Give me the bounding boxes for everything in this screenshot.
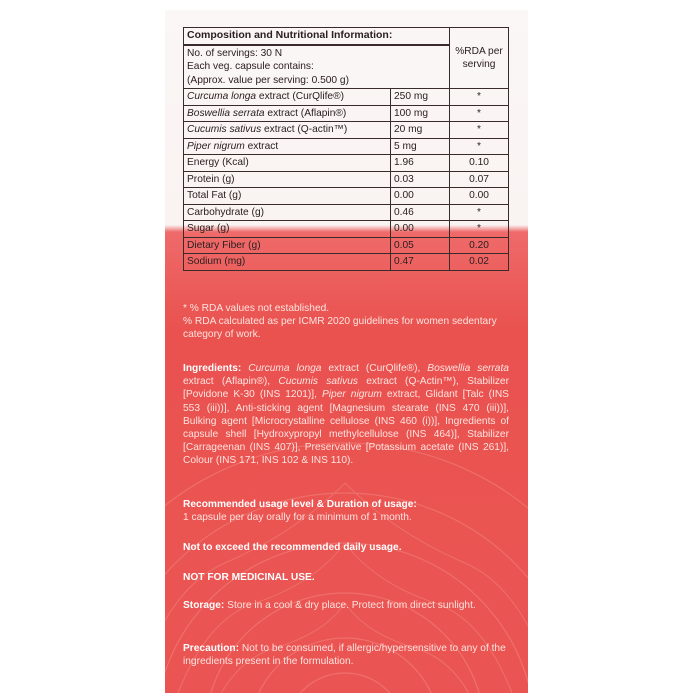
- nutrient-rda: *: [450, 221, 509, 238]
- ingredients-section: [183, 362, 509, 468]
- table-header-row: [184, 28, 509, 45]
- nutrient-name: Dietary Fiber (g): [184, 237, 391, 254]
- nutrient-name-suffix: extract (Q-actin™): [261, 124, 348, 135]
- ingredient-text: extract (Aflapin®),: [183, 376, 279, 388]
- nutrient-name: [184, 89, 391, 106]
- nutrient-rda: 0.10: [450, 155, 509, 172]
- rda-column-header: %RDA per serving: [450, 28, 509, 89]
- table-row: [184, 221, 509, 238]
- usage-label: Recommended usage level & Duration of usage:: [183, 499, 417, 510]
- ingredients-text: [183, 363, 509, 466]
- ingredient-botanical-name: Curcuma longa: [248, 363, 322, 374]
- nutrient-botanical-name: Boswellia serrata: [187, 107, 265, 119]
- table-row: [184, 254, 509, 271]
- precaution-section: [183, 642, 509, 668]
- nutrient-value: 0.00: [391, 221, 450, 238]
- nutrient-name-suffix: extract (CurQlife®): [256, 91, 344, 102]
- nutrient-name: Total Fat (g): [184, 188, 391, 205]
- table-row: [184, 188, 509, 205]
- nutrient-name: Sugar (g): [184, 221, 391, 238]
- nutrient-value: 5 mg: [391, 138, 450, 155]
- nutrient-value: 0.47: [391, 254, 450, 271]
- capsule-contains-line: Each veg. capsule contains:: [187, 61, 314, 72]
- nutrient-value: 0.05: [391, 237, 450, 254]
- ingredient-text: extract (Q-Actin™), Stabilizer [Povidone K-30 (INS 1201)],: [183, 376, 509, 401]
- nutrient-value: 100 mg: [391, 105, 450, 122]
- nutrient-name: Carbohydrate (g): [184, 204, 391, 221]
- nutrient-rda: *: [450, 89, 509, 106]
- table-row: [184, 89, 509, 106]
- daily-usage-warning: Not to exceed the recommended daily usage.: [183, 542, 402, 553]
- ingredient-botanical-name: Cucumis sativus: [278, 376, 358, 388]
- usage-section: [183, 498, 509, 524]
- nutrient-rda: *: [450, 204, 509, 221]
- precaution-label: Precaution:: [183, 643, 240, 654]
- product-label-panel: [165, 10, 528, 693]
- nutrient-value: 0.00: [391, 188, 450, 205]
- nutrient-value: 1.96: [391, 155, 450, 172]
- nutrition-table: [183, 27, 509, 271]
- servings-info: [184, 45, 450, 89]
- nutrient-name: [184, 138, 391, 155]
- ingredient-text: extract (CurQlife®),: [321, 363, 428, 374]
- ingredient-botanical-name: Piper nigrum: [321, 389, 382, 401]
- nutrient-name: [184, 122, 391, 139]
- nutrient-name-suffix: extract (Aflapin®): [264, 107, 347, 119]
- servings-line: No. of servings: 30 N: [187, 47, 283, 59]
- storage-section: [183, 599, 509, 612]
- approx-value-line: (Approx. value per serving: 0.500 g): [187, 74, 349, 86]
- storage-label: Storage:: [183, 600, 225, 611]
- nutrient-value: 20 mg: [391, 122, 450, 139]
- table-row: [184, 204, 509, 221]
- nutrient-botanical-name: Curcuma longa: [187, 91, 257, 102]
- nutrient-rda: *: [450, 105, 509, 122]
- rda-note-2: % RDA calculated as per ICMR 2020 guidelines for women sedentary category of work.: [183, 316, 497, 341]
- table-row: [184, 105, 509, 122]
- nutrient-rda: *: [450, 122, 509, 139]
- ingredient-botanical-name: Boswellia serrata: [427, 363, 509, 374]
- nutrient-rda: 0.00: [450, 188, 509, 205]
- rda-note-1: * % RDA values not established.: [183, 303, 330, 314]
- table-row: [184, 155, 509, 172]
- table-row: [184, 138, 509, 155]
- nutrient-name-suffix: extract: [244, 140, 279, 152]
- storage-text: Store in a cool & dry place. Protect from direct sunlight.: [224, 600, 476, 611]
- medicinal-use-warning: NOT FOR MEDICINAL USE.: [183, 572, 315, 583]
- nutrient-name: Protein (g): [184, 171, 391, 188]
- nutrient-value: 250 mg: [391, 89, 450, 106]
- nutrient-rda: 0.07: [450, 171, 509, 188]
- table-row: [184, 237, 509, 254]
- nutrient-name: Sodium (mg): [184, 254, 391, 271]
- nutrient-rda: 0.02: [450, 254, 509, 271]
- usage-text: 1 capsule per day orally for a minimum of 1 month.: [183, 512, 412, 524]
- nutrient-value: 0.46: [391, 204, 450, 221]
- table-title: Composition and Nutritional Information:: [184, 28, 450, 45]
- table-row: [184, 122, 509, 139]
- precaution-text: Not to be consumed, if allergic/hypersensitive to any of the ingredients present in the formulation.: [183, 643, 506, 668]
- nutrient-botanical-name: Cucumis sativus: [187, 124, 262, 135]
- nutrient-rda: 0.20: [450, 237, 509, 254]
- table-row: [184, 171, 509, 188]
- nutrient-name: Energy (Kcal): [184, 155, 391, 172]
- nutrient-rda: *: [450, 138, 509, 155]
- nutrient-name: [184, 105, 391, 122]
- ingredient-text: extract, Glidant [Talc (INS 553 (iii))], Anti-sticking agent [Magnesium stearate (INS 470 (iii))], Bulking agent [Microcrystalline cellulose (INS 460 (i))], Ingredients of capsule shell [Hydroxypropyl methylcellulose (INS 464)], Stabilizer [Carrageenan (INS 407)], Preservative [Potassium acetate (INS 261)], Colour (INS 171, INS 102 & INS 110).: [183, 389, 509, 467]
- nutrient-botanical-name: Piper nigrum: [187, 140, 245, 152]
- nutrient-value: 0.03: [391, 171, 450, 188]
- rda-notes: [183, 302, 509, 342]
- ingredients-label: Ingredients:: [183, 363, 242, 374]
